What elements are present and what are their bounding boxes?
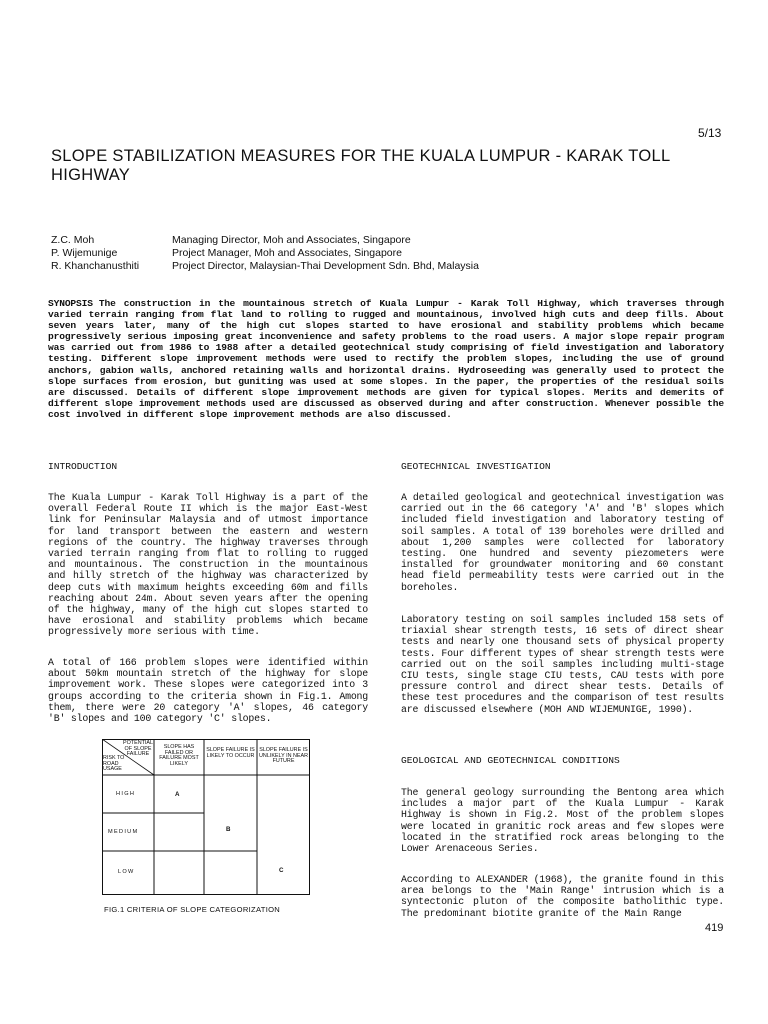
synopsis-label: SYNOPSIS (48, 298, 93, 309)
figure-corner-bottom-label: RISK TO ROAD USAGE (103, 755, 125, 773)
geology-paragraph: The general geology surrounding the Bentong area which includes a major part of the Kuala Lumpur - Karak Highway is shown in Fig.2. Most of the problem slopes were located in granitic rock areas and few slopes were located in the stratified rock areas belonging to the Lower Arenaceous Series. (401, 787, 724, 855)
figure-column-header: SLOPE FAILURE IS UNLIKELY IN NEAR FUTURE (259, 747, 308, 765)
author-name: P. Wijemunige (51, 247, 118, 259)
figure-row-label: LOW (118, 869, 135, 875)
figure-category-mark: B (226, 826, 231, 833)
intro-paragraph: The Kuala Lumpur - Karak Toll Highway is a part of the overall Federal Route II which is the major East-West link for Peninsular Malaysia and of utmost importance for land transport between the eastern and western regions of the country. The highway traverses through varied terrain ranging from flat to rolling to rugged and mountainous. The construction in the mountainous and hilly stretch of the highway was characterized by deep cuts with maximum heights exceeding 60m and fills reaching about 24m. About seven years after the opening of the highway, many of the high cut slopes started to have erosional and stability problems which became progressively more serious with time. (48, 492, 368, 638)
author-name: R. Khanchanusthiti (51, 260, 140, 272)
geology-paragraph: According to ALEXANDER (1968), the granite found in this area belongs to the 'Main Range' intrusion which is a syntectonic pluton of the composite batholithic type. The predominant biotite granite of the Main Range (401, 874, 724, 919)
figure-category-mark: C (279, 867, 284, 874)
author-affiliation: Project Manager, Moh and Associates, Singapore (172, 247, 402, 259)
author-affiliation: Managing Director, Moh and Associates, Singapore (172, 234, 411, 246)
page-reference: 5/13 (698, 126, 722, 140)
page-number: 419 (705, 922, 724, 934)
synopsis (48, 298, 724, 420)
author-affiliation: Project Director, Malaysian-Thai Development Sdn. Bhd, Malaysia (172, 260, 479, 272)
geotech-paragraph: Laboratory testing on soil samples included 158 sets of triaxial shear strength tests, 16 sets of direct shear tests and nearly one thousand sets of physical property tests. Four different types of shear strength tests were carried out on the soil samples including multi-stage CIU tests, single stage CIU tests, CAU tests with pore pressure control and direct shear tests. Details of these test procedures and the comparison of test results are discussed elsewhere (MOH AND WIJEMUNIGE, 1990). (401, 614, 724, 715)
figure-slope-criteria (102, 739, 310, 896)
synopsis-text: The construction in the mountainous stretch of Kuala Lumpur - Karak Toll Highway, which traverses through varied terrain ranging from flat land to rolling to rugged and mountainous, involved high cuts and deep fills. About seven years later, many of the high cut slopes started to have erosional and stability problems which became progressively serious imposing great inconvenience and safety problems to the road users. A major slope repair program was carried out from 1986 to 1988 after a detailed geotechnical study comprising of field investigation and laboratory testing. Different slope improvement methods were used to rectify the problem slopes, including the use of ground anchors, gabion walls, anchored retaining walls and horizontal drains. Hydroseeding was generally used to protect the slope surfaces from erosion, but guniting was used at some slopes. In the paper, the properties of the residual soils are discussed. Details of different slope improvement methods are given for typical slopes. Merits and demerits of different slope improvement methods used are discussed as observed during and after construction. Whenever possible the cost involved in different slope improvement methods are also discussed. (48, 298, 724, 420)
section-heading-geological-conditions: GEOLOGICAL AND GEOTECHNICAL CONDITIONS (401, 755, 620, 766)
figure-corner-top-label: POTENTIAL OF SLOPE FAILURE (123, 740, 153, 758)
figure-column-header: SLOPE HAS FAILED OR FAILURE MOST LIKELY (159, 744, 199, 767)
figure-row-label: MEDIUM (108, 829, 139, 835)
figure-caption: FIG.1 CRITERIA OF SLOPE CATEGORIZATION (104, 905, 281, 914)
paper-title: SLOPE STABILIZATION MEASURES FOR THE KUALA LUMPUR - KARAK TOLL HIGHWAY (51, 147, 670, 184)
section-heading-introduction: INTRODUCTION (48, 461, 118, 472)
figure-column-header: SLOPE FAILURE IS LIKELY TO OCCUR (206, 747, 255, 759)
author-name: Z.C. Moh (51, 234, 95, 246)
intro-paragraph: A total of 166 problem slopes were identified within about 50km mountain stretch of the highway for slope improvement work. These slopes were categorized into 3 groups according to the criteria shown in Fig.1. Among them, there were 20 category 'A' slopes, 46 category 'B' slopes and 100 category 'C' slopes. (48, 657, 368, 725)
figure-category-mark: A (175, 791, 180, 798)
geotech-paragraph: A detailed geological and geotechnical investigation was carried out in the 66 category 'A' and 'B' slopes which included field investigation and laboratory testing of soil samples. A total of 139 boreholes were drilled and about 1,200 samples were collected for laboratory testing. One hundred and seventy piezometers were installed for groundwater monitoring and 60 constant head field permeability tests were carried out in the boreholes. (401, 492, 724, 593)
section-heading-geotechnical-investigation: GEOTECHNICAL INVESTIGATION (401, 461, 551, 472)
figure-row-label: HIGH (116, 791, 136, 797)
